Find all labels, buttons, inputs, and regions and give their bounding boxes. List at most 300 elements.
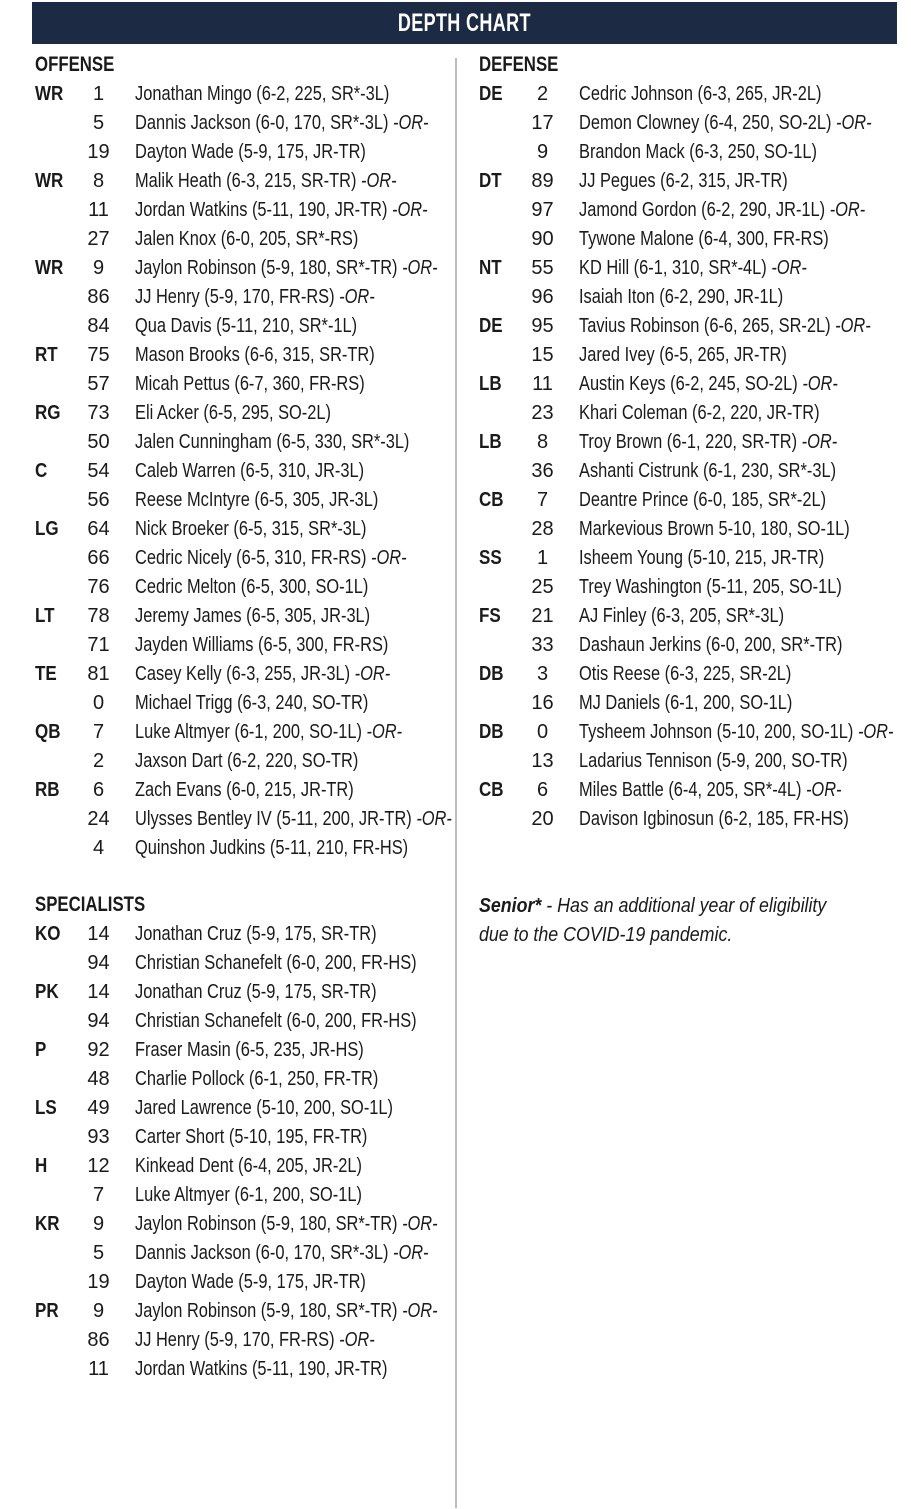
player-name: Luke Altmyer (6-1, 200, SO-1L) [135,1184,362,1206]
roster-row [35,834,450,863]
position-label: P [35,1039,47,1061]
player-entry [579,138,817,167]
roster-row [479,138,899,167]
roster-row [35,196,450,225]
page-title: DEPTH CHART [398,8,531,37]
player-name: Quinshon Judkins (5-11, 210, FR-HS) [135,837,409,859]
roster-row [35,515,450,544]
jersey-number: 14 [87,981,110,1003]
jersey-number: 9 [536,141,549,163]
roster-row [479,515,899,544]
roster-row [35,573,450,602]
roster-row [35,1355,450,1384]
or-marker: -OR- [392,199,428,221]
player-name: Christian Schanefelt (6-0, 200, FR-HS) [135,952,417,974]
depth-chart-header [32,2,897,44]
player-entry [135,602,370,631]
roster-row [479,602,899,631]
jersey-number: 95 [531,315,554,337]
player-name: Austin Keys (6-2, 245, SO-2L) [579,373,798,395]
roster-row [479,80,899,109]
player-name: Ladarius Tennison (5-9, 200, SO-TR) [579,750,848,772]
player-entry [579,544,824,573]
player-name: Michael Trigg (6-3, 240, SO-TR) [135,692,369,714]
or-marker: -OR- [829,199,866,221]
player-entry [135,631,388,660]
player-entry [135,660,390,689]
roster-row [479,254,899,283]
player-entry [579,660,791,689]
position-label: DT [479,170,502,192]
player-entry [135,312,357,341]
roster-row [35,1123,450,1152]
jersey-number: 86 [87,286,110,308]
player-entry [579,573,842,602]
roster-row [35,776,450,805]
roster-row [479,747,899,776]
or-marker: -OR- [354,663,391,685]
position-label: KR [35,1213,60,1235]
position-label: FS [479,605,501,627]
jersey-number: 28 [531,518,554,540]
player-entry [135,370,365,399]
jersey-number: 50 [87,431,110,453]
roster-row [35,1181,450,1210]
player-name: JJ Pegues (6-2, 315, JR-TR) [579,170,788,192]
jersey-number: 97 [531,199,554,221]
offense-rows [35,80,450,863]
or-marker: -OR- [402,1300,438,1322]
roster-row [479,457,899,486]
player-entry [579,689,792,718]
or-marker: -OR- [392,112,429,134]
position-label: RB [35,779,60,801]
roster-row [35,660,450,689]
player-name: Kinkead Dent (6-4, 205, JR-2L) [135,1155,362,1177]
jersey-number: 5 [92,1242,105,1264]
roster-row [35,399,450,428]
roster-row [479,196,899,225]
jersey-number: 14 [87,923,110,945]
player-name: Isaiah Iton (6-2, 290, JR-1L) [579,286,784,308]
jersey-number: 6 [536,779,549,801]
jersey-number: 71 [87,634,110,656]
jersey-number: 81 [87,663,110,685]
player-entry [135,544,407,573]
jersey-number: 6 [92,779,105,801]
roster-row [35,138,450,167]
roster-row [35,1007,450,1036]
roster-row [479,660,899,689]
player-name: Miles Battle (6-4, 205, SR*-4L) [579,779,802,801]
jersey-number: 11 [532,373,553,395]
player-name: Davison Igbinosun (6-2, 185, FR-HS) [579,808,849,830]
player-entry [579,805,849,834]
jersey-number: 84 [87,315,110,337]
jersey-number: 0 [536,721,549,743]
player-name: Qua Davis (5-11, 210, SR*-1L) [135,315,358,337]
jersey-number: 90 [531,228,554,250]
player-name: Jaylon Robinson (5-9, 180, SR*-TR) [135,1213,398,1235]
player-name: Jordan Watkins (5-11, 190, JR-TR) [135,199,388,221]
player-name: Tavius Robinson (6-6, 265, SR-2L) [579,315,831,337]
roster-row [35,312,450,341]
player-entry [579,631,842,660]
player-name: JJ Henry (5-9, 170, FR-RS) [135,286,335,308]
jersey-number: 96 [531,286,554,308]
roster-row [35,109,450,138]
player-entry [135,805,452,834]
position-label: RG [35,402,61,424]
jersey-number: 8 [92,170,105,192]
roster-row [479,167,899,196]
jersey-number: 20 [531,808,554,830]
player-name: Casey Kelly (6-3, 255, JR-3L) [135,663,351,685]
player-name: Jared Ivey (6-5, 265, JR-TR) [579,344,787,366]
roster-row [479,428,899,457]
roster-row [35,747,450,776]
roster-row [479,225,899,254]
player-name: Khari Coleman (6-2, 220, JR-TR) [579,402,820,424]
or-marker: -OR- [802,373,838,395]
player-entry [135,1210,438,1239]
player-entry [135,1268,366,1297]
roster-row [35,718,450,747]
player-name: Mason Brooks (6-6, 315, SR-TR) [135,344,375,366]
roster-row [479,486,899,515]
roster-row [35,544,450,573]
player-name: Demon Clowney (6-4, 250, SO-2L) [579,112,832,134]
player-name: Otis Reese (6-3, 225, SR-2L) [579,663,792,685]
player-entry [135,109,429,138]
player-entry [135,138,366,167]
player-name: Luke Altmyer (6-1, 200, SO-1L) [135,721,362,743]
footnote-label: Senior* [479,895,542,917]
roster-row [35,341,450,370]
player-entry [579,428,837,457]
player-name: AJ Finley (6-3, 205, SR*-3L) [579,605,785,627]
player-name: MJ Daniels (6-1, 200, SO-1L) [579,692,793,714]
position-label: NT [479,257,502,279]
player-entry [135,949,417,978]
player-name: Jared Lawrence (5-10, 200, SO-1L) [135,1097,393,1119]
jersey-number: 9 [92,257,105,279]
or-marker: -OR- [371,547,407,569]
jersey-number: 54 [87,460,110,482]
player-entry [135,1065,378,1094]
jersey-number: 94 [87,1010,110,1032]
player-entry [135,689,368,718]
player-entry [135,1239,429,1268]
player-entry [579,109,872,138]
player-name: Dashaun Jerkins (6-0, 200, SR*-TR) [579,634,843,656]
player-entry [135,1036,364,1065]
player-name: Reese McIntyre (6-5, 305, JR-3L) [135,489,379,511]
roster-row [479,805,899,834]
position-label: LT [35,605,55,627]
player-name: Ashanti Cistrunk (6-1, 230, SR*-3L) [579,460,837,482]
jersey-number: 27 [87,228,110,250]
player-entry [579,399,820,428]
jersey-number: 92 [87,1039,110,1061]
roster-row [35,225,450,254]
jersey-number: 11 [88,199,109,221]
player-name: JJ Henry (5-9, 170, FR-RS) [135,1329,335,1351]
jersey-number: 11 [88,1358,109,1380]
roster-row [35,428,450,457]
roster-row [479,631,899,660]
player-entry [135,1326,375,1355]
player-entry [135,573,368,602]
roster-row [35,1094,450,1123]
jersey-number: 66 [87,547,110,569]
player-name: Jalen Cunningham (6-5, 330, SR*-3L) [135,431,410,453]
player-entry [135,225,358,254]
player-name: Charlie Pollock (6-1, 250, FR-TR) [135,1068,379,1090]
player-name: Cedric Johnson (6-3, 265, JR-2L) [579,83,822,105]
jersey-number: 75 [87,344,110,366]
player-name: Jordan Watkins (5-11, 190, JR-TR) [135,1358,388,1380]
offense-heading: OFFENSE [35,53,115,76]
position-label: C [35,460,48,482]
player-entry [579,747,848,776]
position-label: KO [35,923,61,945]
player-entry [135,167,397,196]
player-name: Jaylon Robinson (5-9, 180, SR*-TR) [135,257,398,279]
position-label: LB [479,431,502,453]
or-marker: -OR- [366,721,403,743]
player-name: Dannis Jackson (6-0, 170, SR*-3L) [135,112,389,134]
player-name: Troy Brown (6-1, 220, SR-TR) [579,431,798,453]
roster-row [479,109,899,138]
roster-row [35,283,450,312]
player-name: Dannis Jackson (6-0, 170, SR*-3L) [135,1242,389,1264]
jersey-number: 56 [87,489,110,511]
or-marker: -OR- [416,808,452,830]
player-name: Caleb Warren (6-5, 310, JR-3L) [135,460,365,482]
player-name: Cedric Nicely (6-5, 310, FR-RS) [135,547,367,569]
roster-row [35,689,450,718]
player-name: Jaylon Robinson (5-9, 180, SR*-TR) [135,1300,398,1322]
player-entry [135,1123,367,1152]
jersey-number: 7 [92,721,105,743]
player-entry [135,515,367,544]
or-marker: -OR- [339,1329,375,1351]
position-label: H [35,1155,48,1177]
player-entry [579,457,836,486]
player-name: Isheem Young (5-10, 215, JR-TR) [579,547,825,569]
player-name: Ulysses Bentley IV (5-11, 200, JR-TR) [135,808,412,830]
player-name: Dayton Wade (5-9, 175, JR-TR) [135,1271,366,1293]
player-entry [135,1094,393,1123]
or-marker: -OR- [835,315,871,337]
senior-footnote [479,892,853,950]
roster-row [35,949,450,978]
player-name: Dayton Wade (5-9, 175, JR-TR) [135,141,366,163]
jersey-number: 2 [92,750,105,772]
player-entry [579,283,783,312]
player-entry [579,370,838,399]
defense-rows [479,80,899,834]
roster-row [35,1268,450,1297]
roster-row [35,457,450,486]
jersey-number: 55 [531,257,554,279]
player-entry [135,978,377,1007]
column-divider [455,58,457,1508]
or-marker: -OR- [801,431,838,453]
jersey-number: 12 [87,1155,110,1177]
player-entry [135,1355,387,1384]
or-marker: -OR- [857,721,894,743]
roster-row [35,631,450,660]
jersey-number: 94 [87,952,110,974]
roster-row [35,167,450,196]
footnote-text: - Has an additional year of eligibility due to the COVID-19 pandemic. [479,895,827,946]
player-entry [135,776,354,805]
or-marker: -OR- [805,779,842,801]
player-entry [135,1007,417,1036]
player-entry [135,1152,362,1181]
player-entry [135,80,389,109]
player-name: Micah Pettus (6-7, 360, FR-RS) [135,373,365,395]
player-entry [135,834,408,863]
position-label: SS [479,547,502,569]
roster-row [35,1326,450,1355]
player-entry [579,196,865,225]
position-label: WR [35,170,64,192]
position-label: DE [479,315,503,337]
player-entry [579,718,893,747]
jersey-number: 78 [87,605,110,627]
position-label: CB [479,489,504,511]
specialists-rows [35,920,450,1384]
player-name: Christian Schanefelt (6-0, 200, FR-HS) [135,1010,417,1032]
or-marker: -OR- [392,1242,429,1264]
or-marker: -OR- [402,257,438,279]
player-entry [579,80,821,109]
jersey-number: 16 [531,692,554,714]
jersey-number: 19 [87,1271,110,1293]
jersey-number: 5 [92,112,105,134]
player-name: Jonathan Cruz (5-9, 175, SR-TR) [135,981,377,1003]
player-name: Jaxson Dart (6-2, 220, SO-TR) [135,750,359,772]
roster-row [35,486,450,515]
or-marker: -OR- [836,112,872,134]
player-name: Jamond Gordon (6-2, 290, JR-1L) [579,199,826,221]
position-label: TE [35,663,57,685]
player-entry [135,428,409,457]
player-name: Markevious Brown 5-10, 180, SO-1L) [579,518,850,540]
roster-row [35,1036,450,1065]
roster-row [479,283,899,312]
player-name: Deantre Prince (6-0, 185, SR*-2L) [579,489,827,511]
position-label: RT [35,344,58,366]
roster-row [35,80,450,109]
position-label: LS [35,1097,57,1119]
roster-row [35,1239,450,1268]
jersey-number: 1 [536,547,549,569]
roster-row [35,1152,450,1181]
position-label: QB [35,721,61,743]
player-entry [135,920,377,949]
roster-row [35,1065,450,1094]
player-entry [579,167,788,196]
player-entry [135,486,378,515]
player-name: Jonathan Mingo (6-2, 225, SR*-3L) [135,83,390,105]
roster-row [35,805,450,834]
player-name: Tywone Malone (6-4, 300, FR-RS) [579,228,829,250]
player-entry [135,341,375,370]
player-entry [135,747,358,776]
player-entry [135,283,375,312]
jersey-number: 17 [531,112,554,134]
jersey-number: 76 [87,576,110,598]
player-entry [579,341,787,370]
jersey-number: 21 [531,605,554,627]
player-entry [135,1181,362,1210]
jersey-number: 48 [87,1068,110,1090]
player-name: Zach Evans (6-0, 215, JR-TR) [135,779,354,801]
player-name: Jeremy James (6-5, 305, JR-3L) [135,605,371,627]
player-name: Malik Heath (6-3, 215, SR-TR) [135,170,357,192]
player-name: Carter Short (5-10, 195, FR-TR) [135,1126,368,1148]
jersey-number: 7 [92,1184,105,1206]
roster-row [479,573,899,602]
player-entry [135,718,402,747]
jersey-number: 3 [536,663,549,685]
player-name: Fraser Masin (6-5, 235, JR-HS) [135,1039,364,1061]
roster-row [479,718,899,747]
player-name: Tysheem Johnson (5-10, 200, SO-1L) [579,721,854,743]
specialists-heading: SPECIALISTS [35,893,146,916]
jersey-number: 13 [531,750,554,772]
position-label: LG [35,518,59,540]
jersey-number: 1 [92,83,105,105]
jersey-number: 4 [92,837,105,859]
jersey-number: 73 [87,402,110,424]
roster-row [35,254,450,283]
jersey-number: 89 [531,170,554,192]
player-name: Jonathan Cruz (5-9, 175, SR-TR) [135,923,377,945]
roster-row [35,1210,450,1239]
player-name: Eli Acker (6-5, 295, SO-2L) [135,402,331,424]
player-entry [135,196,428,225]
jersey-number: 49 [87,1097,110,1119]
defense-heading: DEFENSE [479,53,559,76]
player-entry [135,457,364,486]
jersey-number: 64 [87,518,110,540]
position-label: PR [35,1300,59,1322]
player-name: Cedric Melton (6-5, 300, SO-1L) [135,576,369,598]
or-marker: -OR- [402,1213,438,1235]
jersey-number: 24 [87,808,110,830]
position-label: CB [479,779,504,801]
player-entry [579,254,807,283]
roster-row [35,920,450,949]
jersey-number: 93 [87,1126,110,1148]
roster-row [35,602,450,631]
jersey-number: 0 [92,692,105,714]
jersey-number: 25 [531,576,554,598]
jersey-number: 86 [87,1329,110,1351]
player-entry [579,515,850,544]
player-entry [135,1297,438,1326]
position-label: WR [35,257,64,279]
or-marker: -OR- [339,286,375,308]
jersey-number: 33 [531,634,554,656]
position-label: DB [479,721,504,743]
or-marker: -OR- [361,170,397,192]
